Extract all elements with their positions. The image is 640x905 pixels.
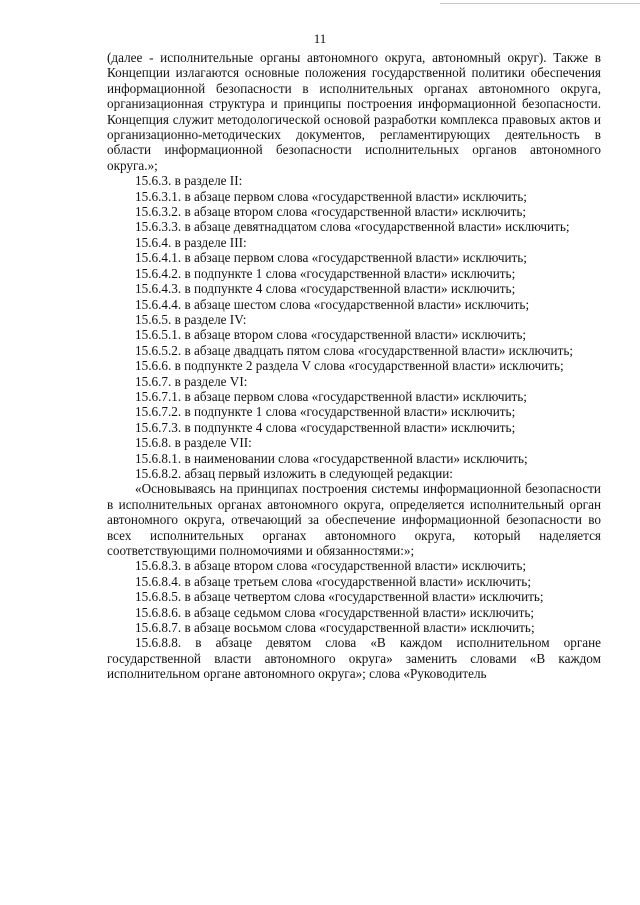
paragraph: 15.6.5.1. в абзаце втором слова «государственной власти» исключить; — [135, 327, 527, 343]
paragraph: (далее - исполнительные органы автономного округа, автономный округ). Также в Концепции излагаются основные положения государственной политики обеспечения информационной безопасности в исполнительных органах автономного округа, организационная структура и принципы построения информационной безопасности. Концепция служит методологической основой разработки комплекса правовых актов и организационно-методических документов, регламентирующих деятельность в области информационной безопасности исполнительных органов автономного округа.»; — [107, 50, 601, 173]
paragraph: 15.6.4. в разделе III: — [135, 234, 247, 250]
paragraph: 15.6.7.1. в абзаце первом слова «государственной власти» исключить; — [135, 388, 527, 404]
paragraph: 15.6.4.2. в подпункте 1 слова «государственной власти» исключить; — [135, 265, 516, 281]
paragraph: 15.6.5. в разделе IV: — [135, 311, 247, 327]
paragraph: 15.6.5.2. в абзаце двадцать пятом слова «государственной власти» исключить; — [135, 342, 574, 358]
paragraph: 15.6.8.4. в абзаце третьем слова «государственной власти» исключить; — [135, 573, 531, 589]
paragraph: 15.6.3.2. в абзаце втором слова «государственной власти» исключить; — [135, 204, 527, 220]
paragraph: 15.6.8.6. в абзаце седьмом слова «государственной власти» исключить; — [135, 604, 535, 620]
page-number: 11 — [313, 31, 327, 46]
paragraph: 15.6.7. в разделе VI: — [135, 373, 248, 389]
paragraph: 15.6.4.1. в абзаце первом слова «государственной власти» исключить; — [135, 250, 527, 266]
paragraph: 15.6.8.7. в абзаце восьмом слова «государственной власти» исключить; — [135, 620, 535, 636]
paragraph: 15.6.8. в разделе VII: — [135, 435, 252, 451]
paragraph: 15.6.6. в подпункте 2 раздела V слова «государственной власти» исключить; — [135, 358, 564, 374]
paragraph: 15.6.8.3. в абзаце втором слова «государственной власти» исключить; — [135, 558, 527, 574]
paragraph: 15.6.8.1. в наименовании слова «государственной власти» исключить; — [135, 450, 528, 466]
paragraph: 15.6.3. в разделе II: — [135, 173, 243, 189]
paragraph: 15.6.3.1. в абзаце первом слова «государственной власти» исключить; — [135, 188, 527, 204]
document-body — [107, 50, 601, 682]
paragraph: 15.6.3.3. в абзаце девятнадцатом слова «государственной власти» исключить; — [135, 219, 570, 235]
paragraph: «Основываясь на принципах построения системы информационной безопасности в исполнительных органах автономного округа, определяется исполнительный орган автономного округа, отвечающий за обеспечение информационной безопасности во всех исполнительных органах автономного округа, который наделяется соответствующими полномочиями и обязанностями:»; — [107, 481, 601, 558]
scan-edge-line — [440, 3, 640, 4]
paragraph: 15.6.7.2. в подпункте 1 слова «государственной власти» исключить; — [135, 404, 516, 420]
paragraph: 15.6.8.2. абзац первый изложить в следующей редакции: — [135, 465, 453, 481]
paragraph: 15.6.8.8. в абзаце девятом слова «В каждом исполнительном органе государственной власти автономного округа» заменить словами «В каждом исполнительном органе автономного округа»; слова «Руководитель — [107, 635, 601, 682]
paragraph: 15.6.8.5. в абзаце четвертом слова «государственной власти» исключить; — [135, 589, 544, 605]
paragraph: 15.6.4.3. в подпункте 4 слова «государственной власти» исключить; — [135, 281, 516, 297]
paragraph: 15.6.7.3. в подпункте 4 слова «государственной власти» исключить; — [135, 419, 516, 435]
paragraph: 15.6.4.4. в абзаце шестом слова «государственной власти» исключить; — [135, 296, 530, 312]
